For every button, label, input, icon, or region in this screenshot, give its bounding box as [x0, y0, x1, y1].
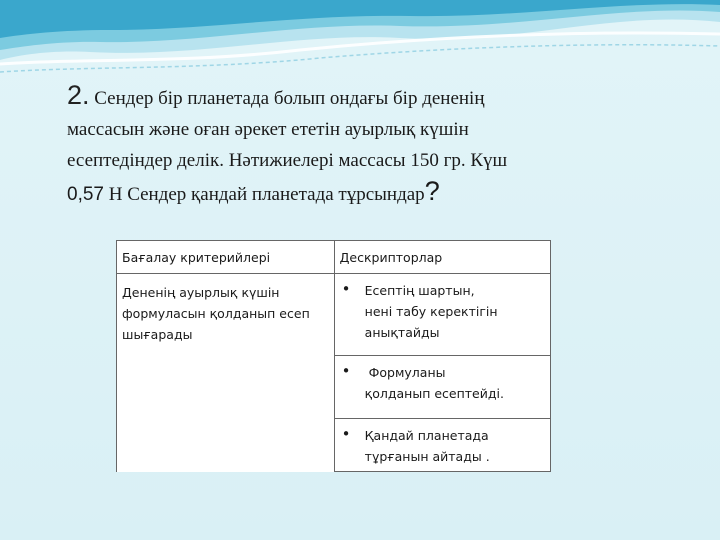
assessment-table — [116, 240, 551, 472]
question-line-2: массасын және оған әрекет ететін ауырлық күшін — [67, 119, 469, 140]
bullet-icon: • — [341, 425, 351, 443]
question-line-4-text: Н Сендер қандай планетада тұрсындар — [103, 184, 425, 205]
descriptor-1-line-1: Есептің шартын, — [364, 283, 475, 298]
question-mark: ? — [424, 176, 440, 206]
question-line-3: есептедіндер делік. Нәтижиелері массасы 150 гр. Күш — [67, 150, 508, 171]
criterion-line-1: Дененің ауырлық күшін — [122, 285, 280, 300]
descriptor-cell-2 — [334, 356, 550, 419]
descriptor-3-line-2: тұрғанын айтады . — [364, 449, 490, 464]
bullet-icon: • — [341, 280, 351, 298]
force-value: 0,57 — [67, 184, 104, 205]
criterion-line-3: шығарады — [122, 327, 193, 342]
criterion-text — [117, 274, 334, 345]
descriptor-3-line-1: Қандай планетада — [364, 428, 489, 443]
descriptor-2-line-1: Формуланы — [364, 365, 446, 380]
bullet-icon: • — [341, 362, 351, 380]
question-line-1-text: Сендер бір планетада болып ондағы бір дененің — [94, 88, 485, 109]
descriptor-cell-3 — [334, 419, 550, 472]
descriptor-cell-1 — [334, 274, 550, 356]
question-line-1 — [67, 80, 667, 114]
header-criteria: Бағалау критерийлері — [117, 241, 335, 274]
header-descriptors: Дескрипторлар — [334, 241, 550, 274]
criterion-cell — [117, 274, 335, 472]
descriptor-1-line-2: нені табу керектігін — [364, 304, 498, 319]
question-number: 2. — [67, 80, 90, 110]
descriptor-2-line-2: қолданып есептейді. — [364, 386, 504, 401]
descriptor-1-line-3: анықтайды — [364, 325, 440, 340]
question-line-4 — [67, 176, 667, 210]
wave-decoration — [0, 0, 720, 90]
criterion-line-2: формуласын қолданып есеп — [122, 306, 310, 321]
table-row — [117, 274, 551, 356]
question-text — [67, 80, 667, 210]
table-header-row — [117, 241, 551, 274]
